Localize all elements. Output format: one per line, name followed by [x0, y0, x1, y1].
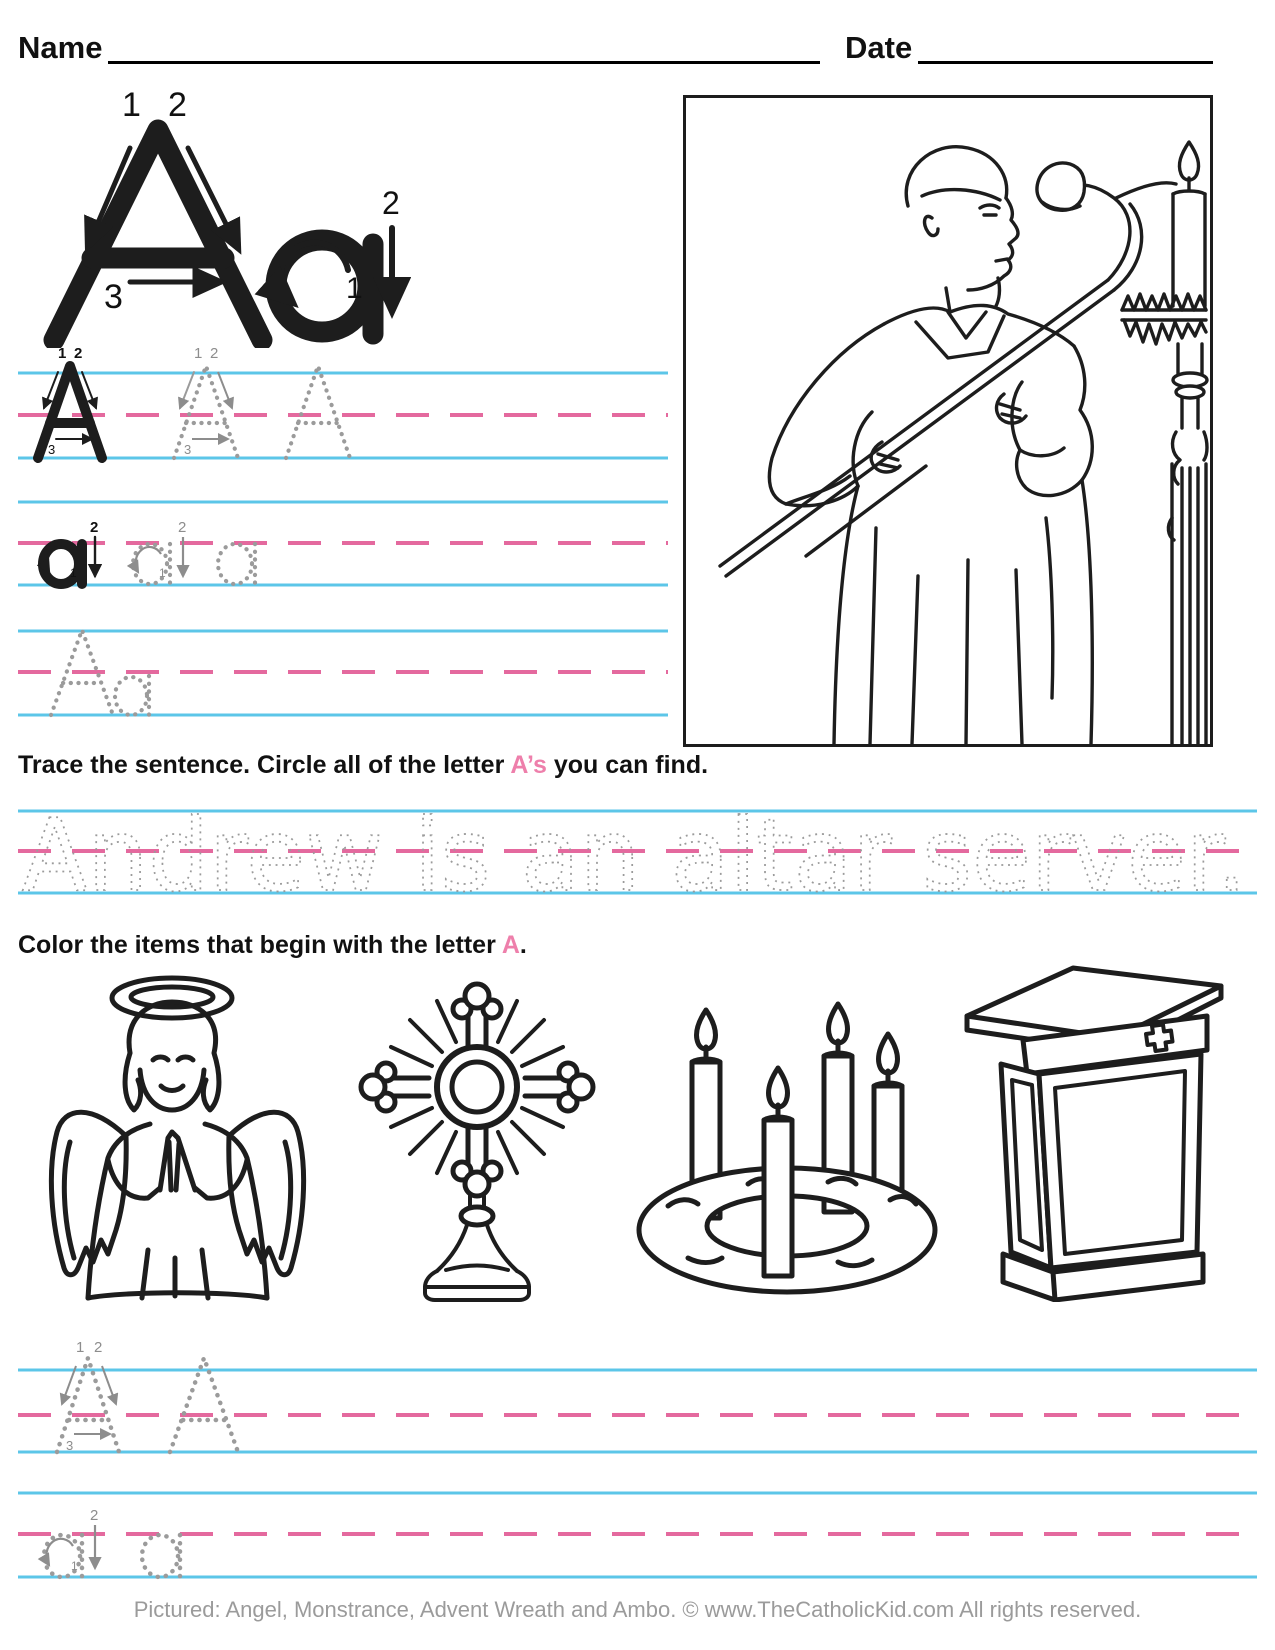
- lighter-pole: [720, 280, 1108, 566]
- face-profile: [968, 198, 1018, 290]
- stroke-arrow: [180, 372, 194, 408]
- trace-letter-plain: [218, 544, 255, 584]
- color-instruction-text: Color the items that begin with the letter: [18, 931, 502, 959]
- color-instruction: [18, 931, 527, 960]
- candle-front: [764, 1068, 792, 1276]
- practice-row-lowercase: [18, 478, 668, 596]
- altar-server-illustration-frame: [683, 95, 1213, 747]
- stem-and-base: [425, 1196, 529, 1300]
- candlestick: [1122, 294, 1207, 744]
- lowercase-a-guide: [276, 185, 400, 334]
- monstrance-drawing: [348, 975, 606, 1303]
- lectern-body: [1001, 1054, 1201, 1268]
- color-instruction-highlight: A: [501, 931, 520, 959]
- trace-letter-guided: [57, 1339, 119, 1453]
- stroke-number: 1: [71, 1559, 78, 1573]
- stroke-number: 2: [168, 86, 187, 124]
- footer-credit: Pictured: Angel, Monstrance, Advent Wreath and Ambo. © www.TheCatholicKid.com All rights reserved.: [133, 1597, 1142, 1622]
- stroke-arrow: [281, 243, 348, 302]
- practice-row-uppercase: [18, 344, 668, 466]
- trace-letter-guided: [133, 519, 186, 584]
- stroke-number: 3: [184, 442, 192, 457]
- trace-instruction-highlight: A’s: [510, 751, 547, 779]
- stroke-number: 2: [94, 1339, 103, 1356]
- stroke-arrow: [136, 547, 161, 572]
- trace-letter-guided: [174, 345, 238, 458]
- angel-drawing: [30, 958, 325, 1303]
- ambo-drawing: [955, 952, 1233, 1302]
- stroke-number: 1: [159, 566, 166, 580]
- stroke-number: 3: [66, 1438, 74, 1453]
- stroke-arrow: [102, 1366, 116, 1404]
- altar-server-illustration: [686, 98, 1210, 744]
- practice-row-uppercase-bottom: [18, 1338, 1257, 1460]
- practice-row-lowercase-bottom: [18, 1478, 1257, 1590]
- trace-letter-plain: [142, 1535, 180, 1577]
- stroke-arrow: [218, 372, 232, 408]
- altar-server-figure: [769, 147, 1092, 744]
- stroke-number: 1: [70, 566, 77, 580]
- color-instruction-text: .: [519, 931, 527, 959]
- stroke-number: 2: [382, 185, 400, 221]
- practice-row-pair: [18, 608, 668, 726]
- date-label: Date: [845, 30, 913, 65]
- trace-sentence-row: [18, 772, 1257, 900]
- stroke-order-guide: [30, 86, 430, 348]
- name-blank-line: [108, 61, 820, 64]
- trace-letter-plain: [170, 1358, 238, 1452]
- stroke-number: 3: [48, 442, 56, 457]
- stroke-number: 1: [122, 86, 141, 124]
- stroke-number: 3: [104, 278, 123, 316]
- stroke-number: 1: [58, 345, 67, 362]
- uppercase-a-guide: [54, 86, 262, 340]
- example-letter-solid: [43, 519, 98, 584]
- trace-sentence-text: Andrew is an altar server.: [22, 797, 1247, 900]
- trace-letter-guided: [44, 1507, 98, 1577]
- advent-wreath-drawing: [628, 968, 946, 1303]
- candle: [1173, 142, 1205, 306]
- example-letter-solid: [38, 345, 102, 458]
- stroke-number: 2: [74, 345, 83, 362]
- stroke-number: 1: [346, 272, 363, 305]
- hand: [871, 442, 900, 472]
- trace-instruction-text: Trace the sentence. Circle all of the letter: [18, 751, 511, 779]
- stroke-number: 1: [194, 345, 203, 362]
- trace-instruction-text: you can find.: [546, 751, 709, 779]
- stroke-arrow: [46, 1539, 73, 1565]
- trace-letter-plain: [286, 366, 350, 458]
- luna-window: [437, 1047, 517, 1127]
- stroke-number: 2: [210, 345, 219, 362]
- stroke-number: 2: [90, 1507, 99, 1524]
- stroke-number: 2: [178, 519, 187, 536]
- stroke-number: 1: [76, 1339, 85, 1356]
- ear: [925, 216, 938, 235]
- date-blank-line: [918, 61, 1213, 64]
- stroke-arrow: [47, 547, 72, 572]
- name-label: Name: [18, 30, 103, 65]
- stroke-number: 2: [90, 519, 99, 536]
